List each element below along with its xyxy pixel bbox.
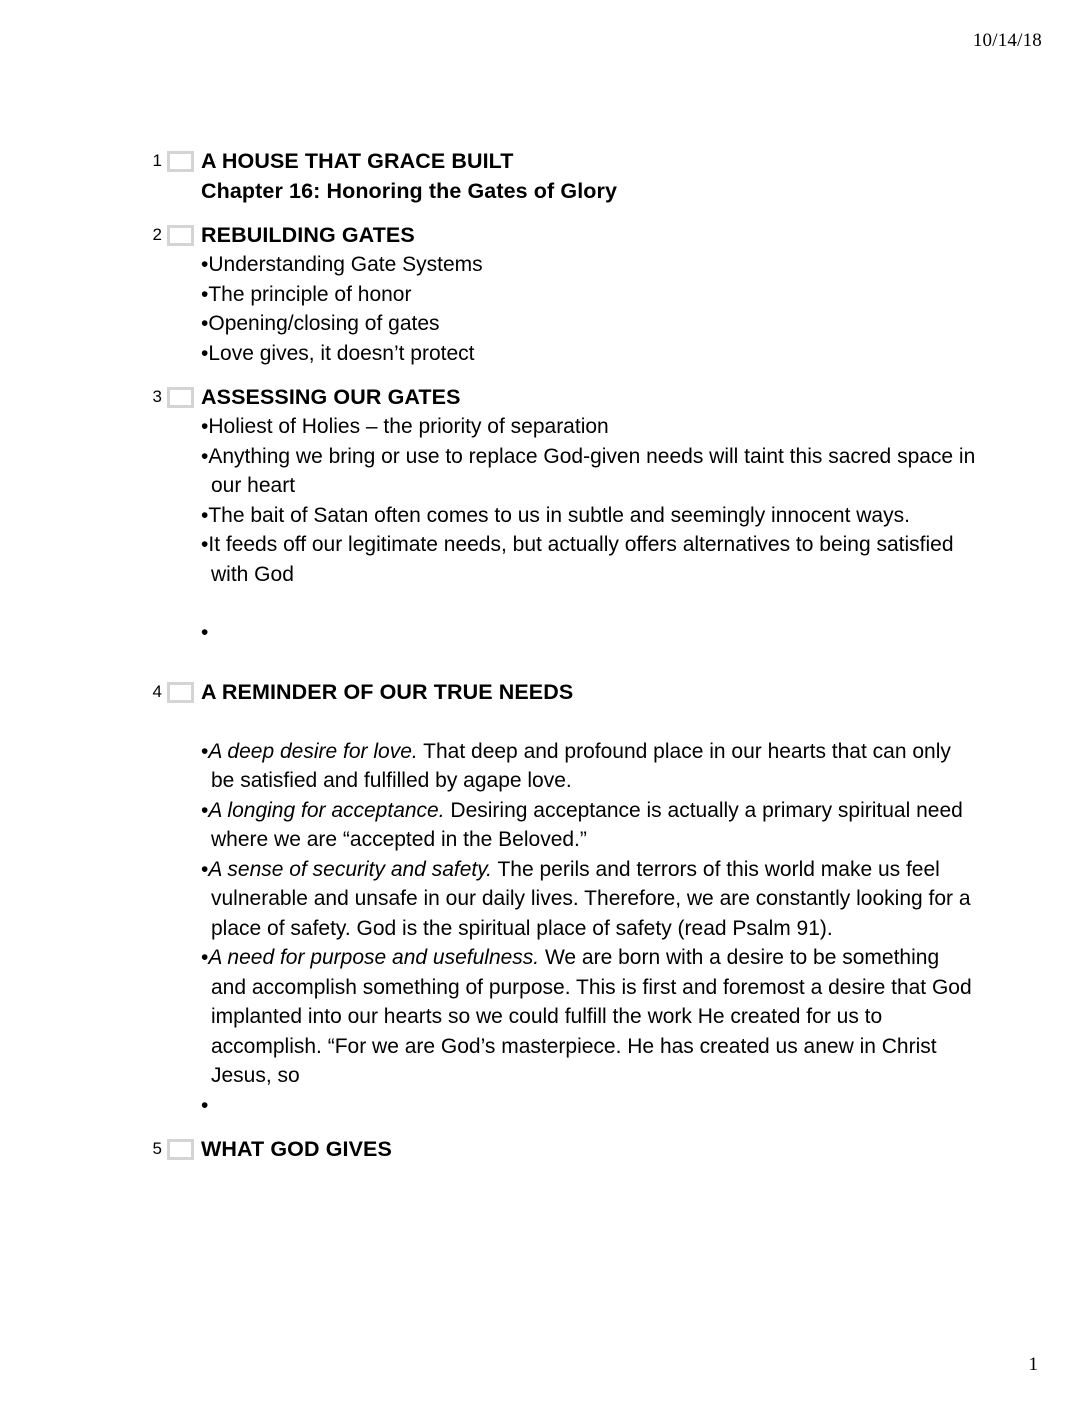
list-item — [201, 280, 976, 310]
bullet-lead-in: A need for purpose and usefulness. — [208, 946, 540, 969]
bullet-dot: • — [201, 503, 209, 527]
spacer — [146, 368, 976, 382]
slide-thumbnail-placeholder-icon — [167, 387, 194, 408]
list-item — [201, 943, 976, 1091]
list-item — [201, 796, 976, 855]
slide-bullet-list — [201, 250, 976, 368]
bullet-dot: • — [201, 739, 209, 763]
list-item — [201, 530, 976, 589]
slide-number: 2 — [152, 225, 162, 244]
outline-slide-2 — [146, 220, 976, 368]
bullet-text: Love gives, it doesn’t protect — [208, 341, 475, 365]
outline-slide-3 — [146, 382, 976, 648]
slide-title-group — [201, 382, 976, 412]
list-item — [201, 412, 976, 442]
bullet-dot: • — [201, 444, 209, 468]
slide-title: REBUILDING GATES — [201, 223, 415, 247]
bullet-dot: • — [201, 533, 209, 556]
slide-number: 3 — [152, 387, 162, 406]
bullet-text: Desiring acceptance is actually a primary spiritual need where we are “accepted in the Beloved.” — [211, 798, 963, 851]
bullet-dot: • — [201, 253, 209, 276]
bullet-text: The bait of Satan often comes to us in subtle and seemingly innocent ways. — [208, 503, 910, 527]
slide-heading-row[interactable] — [146, 220, 976, 250]
bullet-text: Understanding Gate Systems — [208, 253, 483, 276]
outline-slide-5 — [146, 1134, 976, 1164]
slide-thumbnail-placeholder-icon — [167, 682, 194, 703]
spacer — [146, 648, 976, 677]
slide-title: A HOUSE THAT GRACE BUILT — [201, 149, 514, 173]
spacer — [146, 206, 976, 220]
presentation-outline — [146, 146, 976, 1164]
slide-number: 1 — [152, 151, 162, 170]
bullet-text: It feeds off our legitimate needs, but actually offers alternatives to being satisfied with God — [208, 533, 954, 586]
list-item-empty — [201, 618, 976, 648]
bullet-text: The principle of honor — [208, 282, 412, 306]
bullet-text: That deep and profound place in our hearts that can only be satisfied and fulfilled by agape love. — [211, 739, 951, 792]
list-item — [201, 339, 976, 369]
slide-thumbnail-placeholder-icon — [167, 151, 194, 172]
slide-title-group — [201, 146, 976, 206]
bullet-dot: • — [201, 282, 209, 306]
bullet-lead-in: A deep desire for love. — [208, 739, 418, 763]
bullet-dot: • — [201, 946, 209, 969]
slide-thumbnail-placeholder-icon — [167, 225, 194, 246]
bullet-dot: • — [201, 857, 209, 881]
bullet-lead-in: A sense of security and safety. — [208, 857, 493, 881]
bullet-dot: • — [201, 1093, 209, 1117]
bullet-dot: • — [201, 312, 209, 335]
slide-subtitle: Chapter 16: Honoring the Gates of Glory — [201, 179, 618, 203]
bullet-dot: • — [201, 415, 209, 438]
slide-title: WHAT GOD GIVES — [201, 1137, 392, 1161]
slide-thumbnail-placeholder-icon — [167, 1139, 194, 1160]
slide-heading-row[interactable] — [146, 677, 976, 707]
list-item — [201, 442, 976, 501]
bullet-text: Anything we bring or use to replace God-given needs will taint this sacred space in our heart — [208, 444, 976, 497]
list-item — [201, 855, 976, 944]
outline-slide-4 — [146, 677, 976, 1121]
page-number: 1 — [1028, 1354, 1038, 1375]
list-item — [201, 309, 976, 339]
slide-title-group — [201, 220, 976, 250]
slide-title: ASSESSING OUR GATES — [201, 385, 461, 409]
outline-slide-1 — [146, 146, 976, 206]
slide-heading-row[interactable] — [146, 1134, 976, 1164]
slide-number: 5 — [152, 1139, 162, 1158]
list-item-empty — [201, 1091, 976, 1121]
list-item — [201, 501, 976, 531]
bullet-text: We are born with a desire to be something and accomplish something of purpose. This is first and foremost a desire that God implanted into our hearts so we could fulfill the work He created for us to accomplish. “For we are God’s masterpiece. He has created us anew in Christ Jesus, so — [211, 946, 972, 1087]
slide-heading-row[interactable] — [146, 382, 976, 412]
bullet-text: The perils and terrors of this world make us feel vulnerable and unsafe in our daily lives. Therefore, we are constantly looking for a place of safety. God is the spiritual place of safety (read Psalm 91). — [211, 857, 971, 940]
slide-bullet-list — [201, 737, 976, 1121]
list-item — [201, 737, 976, 796]
slide-title: A REMINDER OF OUR TRUE NEEDS — [201, 679, 574, 704]
bullet-dot: • — [201, 621, 209, 644]
slide-bullet-list — [201, 412, 976, 648]
slide-heading-row[interactable] — [146, 146, 976, 206]
slide-title-group — [201, 1134, 976, 1164]
slide-number: 4 — [152, 681, 162, 701]
header-date: 10/14/18 — [972, 30, 1042, 51]
spacer — [146, 707, 976, 737]
bullet-text: Holiest of Holies – the priority of separation — [208, 415, 609, 438]
spacer — [201, 589, 976, 618]
bullet-dot: • — [201, 341, 209, 365]
slide-title-group — [201, 677, 976, 707]
list-item — [201, 250, 976, 280]
bullet-text: Opening/closing of gates — [208, 312, 440, 335]
bullet-lead-in: A longing for acceptance. — [208, 798, 445, 822]
bullet-dot: • — [201, 798, 209, 822]
spacer — [146, 1120, 976, 1134]
